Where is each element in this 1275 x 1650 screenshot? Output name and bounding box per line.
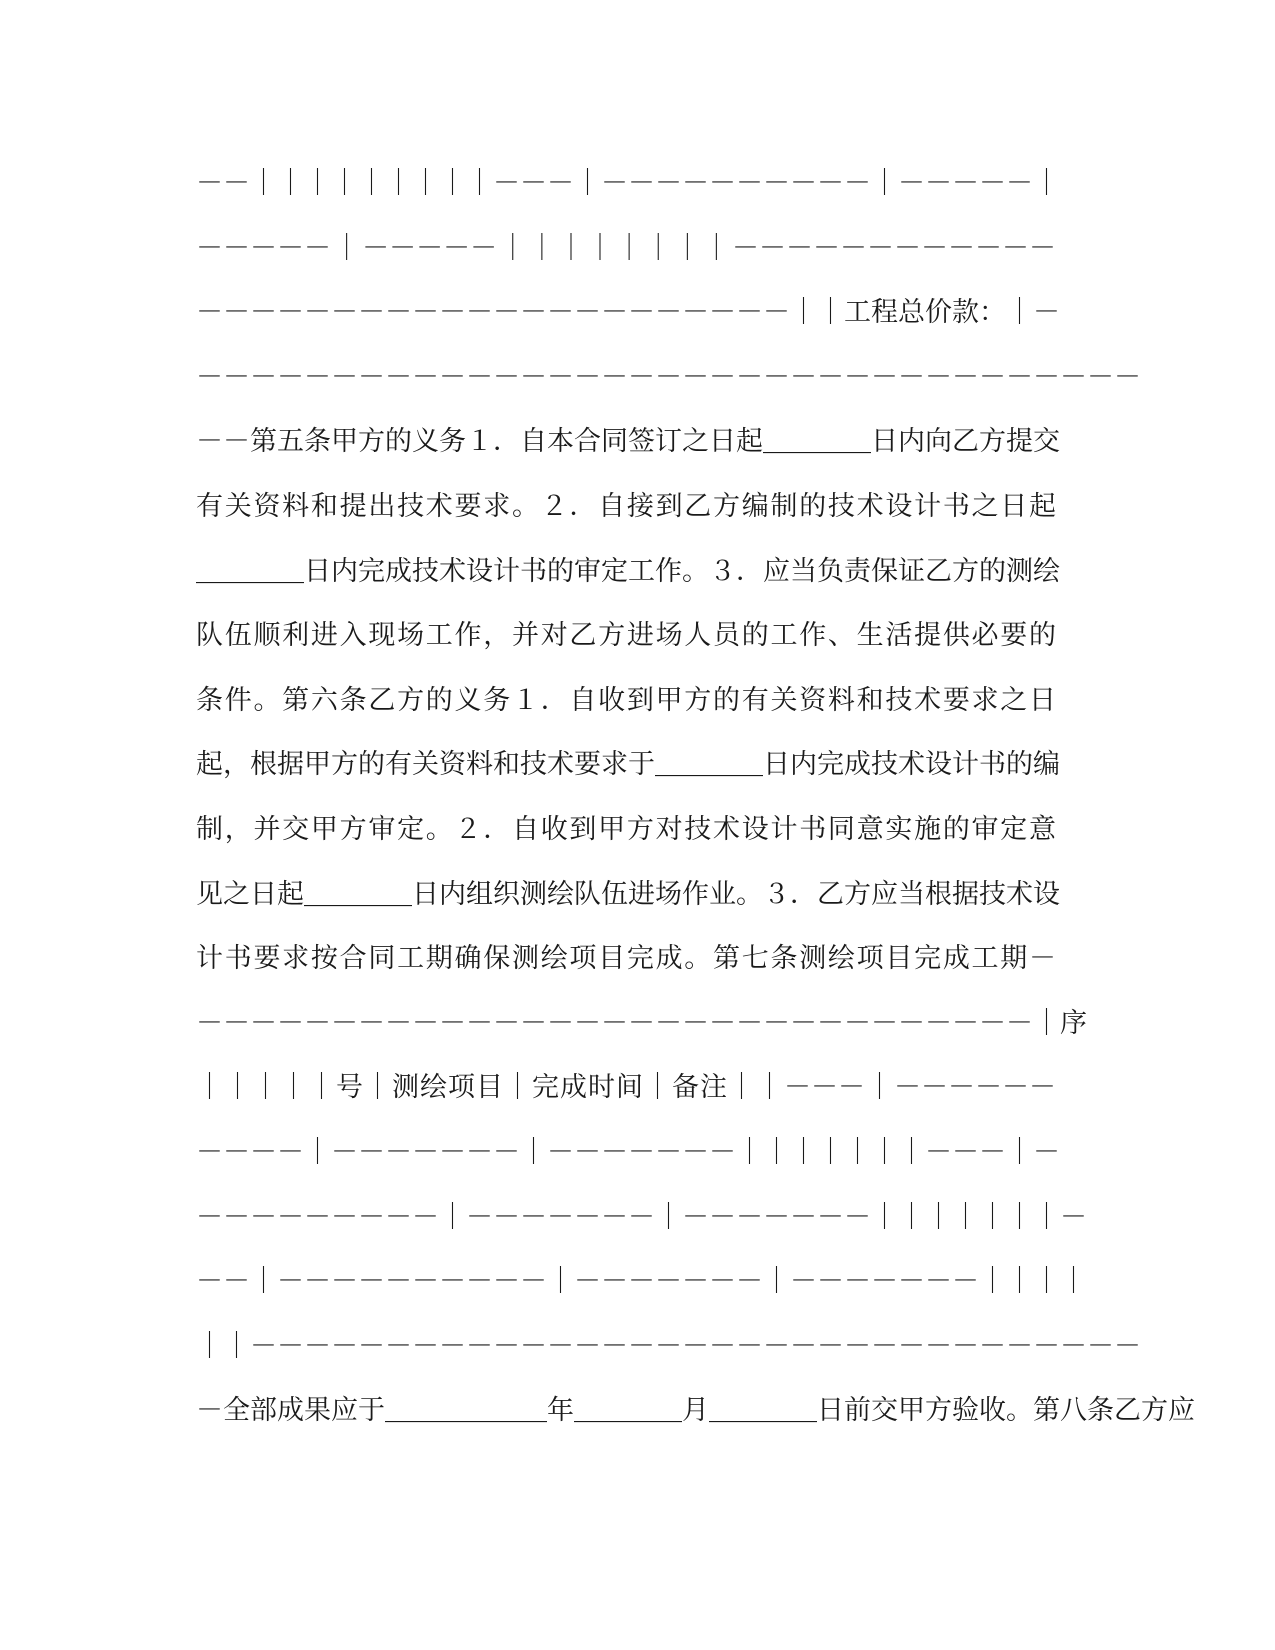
text-line-11: 制，并交甲方审定。２．自收到甲方对技术设计书同意实施的审定意 [196,813,1056,845]
text-line-16: －－－－｜－－－－－－－｜－－－－－－－｜｜｜｜｜｜｜－－－｜－ [196,1136,1060,1168]
text-line-4: －－－－－－－－－－－－－－－－－－－－－－－－－－－－－－－－－－－ [196,361,1141,393]
text-line-13: 计书要求按合同工期确保测绘项目完成。第七条测绘项目完成工期－ [196,943,1056,975]
text-line-3: －－－－－－－－－－－－－－－－－－－－－－｜｜工程总价款：｜－ [196,297,1060,329]
text-line-18: －－｜－－－－－－－－－－｜－－－－－－－｜－－－－－－－｜｜｜｜ [196,1266,1087,1298]
text-line-8: 队伍顺利进入现场工作，并对乙方进场人员的工作、生活提供必要的 [196,620,1056,652]
text-line-7: ＿＿＿＿日内完成技术设计书的审定工作。３．应当负责保证乙方的测绘 [196,555,1060,587]
text-line-9: 条件。第六条乙方的义务１．自收到甲方的有关资料和技术要求之日 [196,684,1056,716]
text-line-20: －全部成果应于＿＿＿＿＿＿年＿＿＿＿月＿＿＿＿日前交甲方验收。第八条乙方应 [196,1395,1195,1427]
text-line-2: －－－－－｜－－－－－｜｜｜｜｜｜｜｜－－－－－－－－－－－－ [196,232,1056,264]
text-line-19: ｜｜－－－－－－－－－－－－－－－－－－－－－－－－－－－－－－－－－ [196,1330,1141,1362]
text-line-10: 起，根据甲方的有关资料和技术要求于＿＿＿＿日内完成技术设计书的编 [196,749,1060,781]
text-line-14: －－－－－－－－－－－－－－－－－－－－－－－－－－－－－－－｜序 [196,1007,1087,1039]
text-line-12: 见之日起＿＿＿＿日内组织测绘队伍进场作业。３．乙方应当根据技术设 [196,878,1060,910]
contract-text [196,152,1195,1444]
text-line-5: －－第五条甲方的义务１．自本合同签订之日起＿＿＿＿日内向乙方提交 [196,426,1060,458]
text-line-1: －－｜｜｜｜｜｜｜｜｜－－－｜－－－－－－－－－－｜－－－－－｜ [196,168,1060,199]
text-line-15: ｜｜｜｜｜号｜测绘项目｜完成时间｜备注｜｜－－－｜－－－－－－ [196,1072,1056,1104]
text-line-17: －－－－－－－－－｜－－－－－－－｜－－－－－－－｜｜｜｜｜｜｜－ [196,1201,1087,1233]
text-line-6: 有关资料和提出技术要求。２．自接到乙方编制的技术设计书之日起 [196,490,1056,522]
